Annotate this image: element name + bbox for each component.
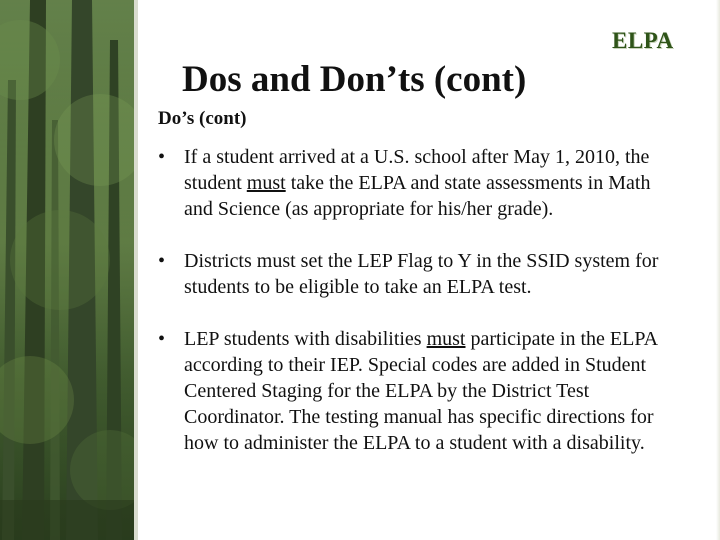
bullet-item xyxy=(158,326,678,456)
bullet-item xyxy=(158,248,678,300)
program-tag: ELPA xyxy=(612,28,674,53)
forest-sidebar-image xyxy=(0,0,138,540)
bullet-emphasis: must xyxy=(426,328,466,350)
page-title: Dos and Don’ts (cont) xyxy=(182,59,527,100)
bullet-icon: • xyxy=(158,328,166,350)
slide-right-edge xyxy=(716,0,720,540)
bullet-text: LEP students with disabilities xyxy=(184,328,427,350)
bullet-text: Districts must set the LEP Flag to Y in the SSID system for students to be eligible to take an ELPA test. xyxy=(184,250,659,298)
section-subheading: Do’s (cont) xyxy=(158,108,247,129)
bullet-item xyxy=(158,144,678,222)
bullet-emphasis: must xyxy=(246,172,286,194)
bullet-text: If a student arrived at a U.S. school after May 1, 2010, the student xyxy=(184,146,650,194)
bullet-icon: • xyxy=(158,146,166,168)
bullet-text-end: take the ELPA and state assessments in Math and Science (as appropriate for his/her grade). xyxy=(184,172,651,220)
bullet-list xyxy=(158,144,678,482)
bullet-text-end: participate in the ELPA according to their IEP. Special codes are added in Student Centered Staging for the ELPA by the District Test Coordinator. The testing manual has specific directions for how to administer the ELPA to a student with a disability. xyxy=(184,328,657,454)
bullet-icon: • xyxy=(158,250,166,272)
